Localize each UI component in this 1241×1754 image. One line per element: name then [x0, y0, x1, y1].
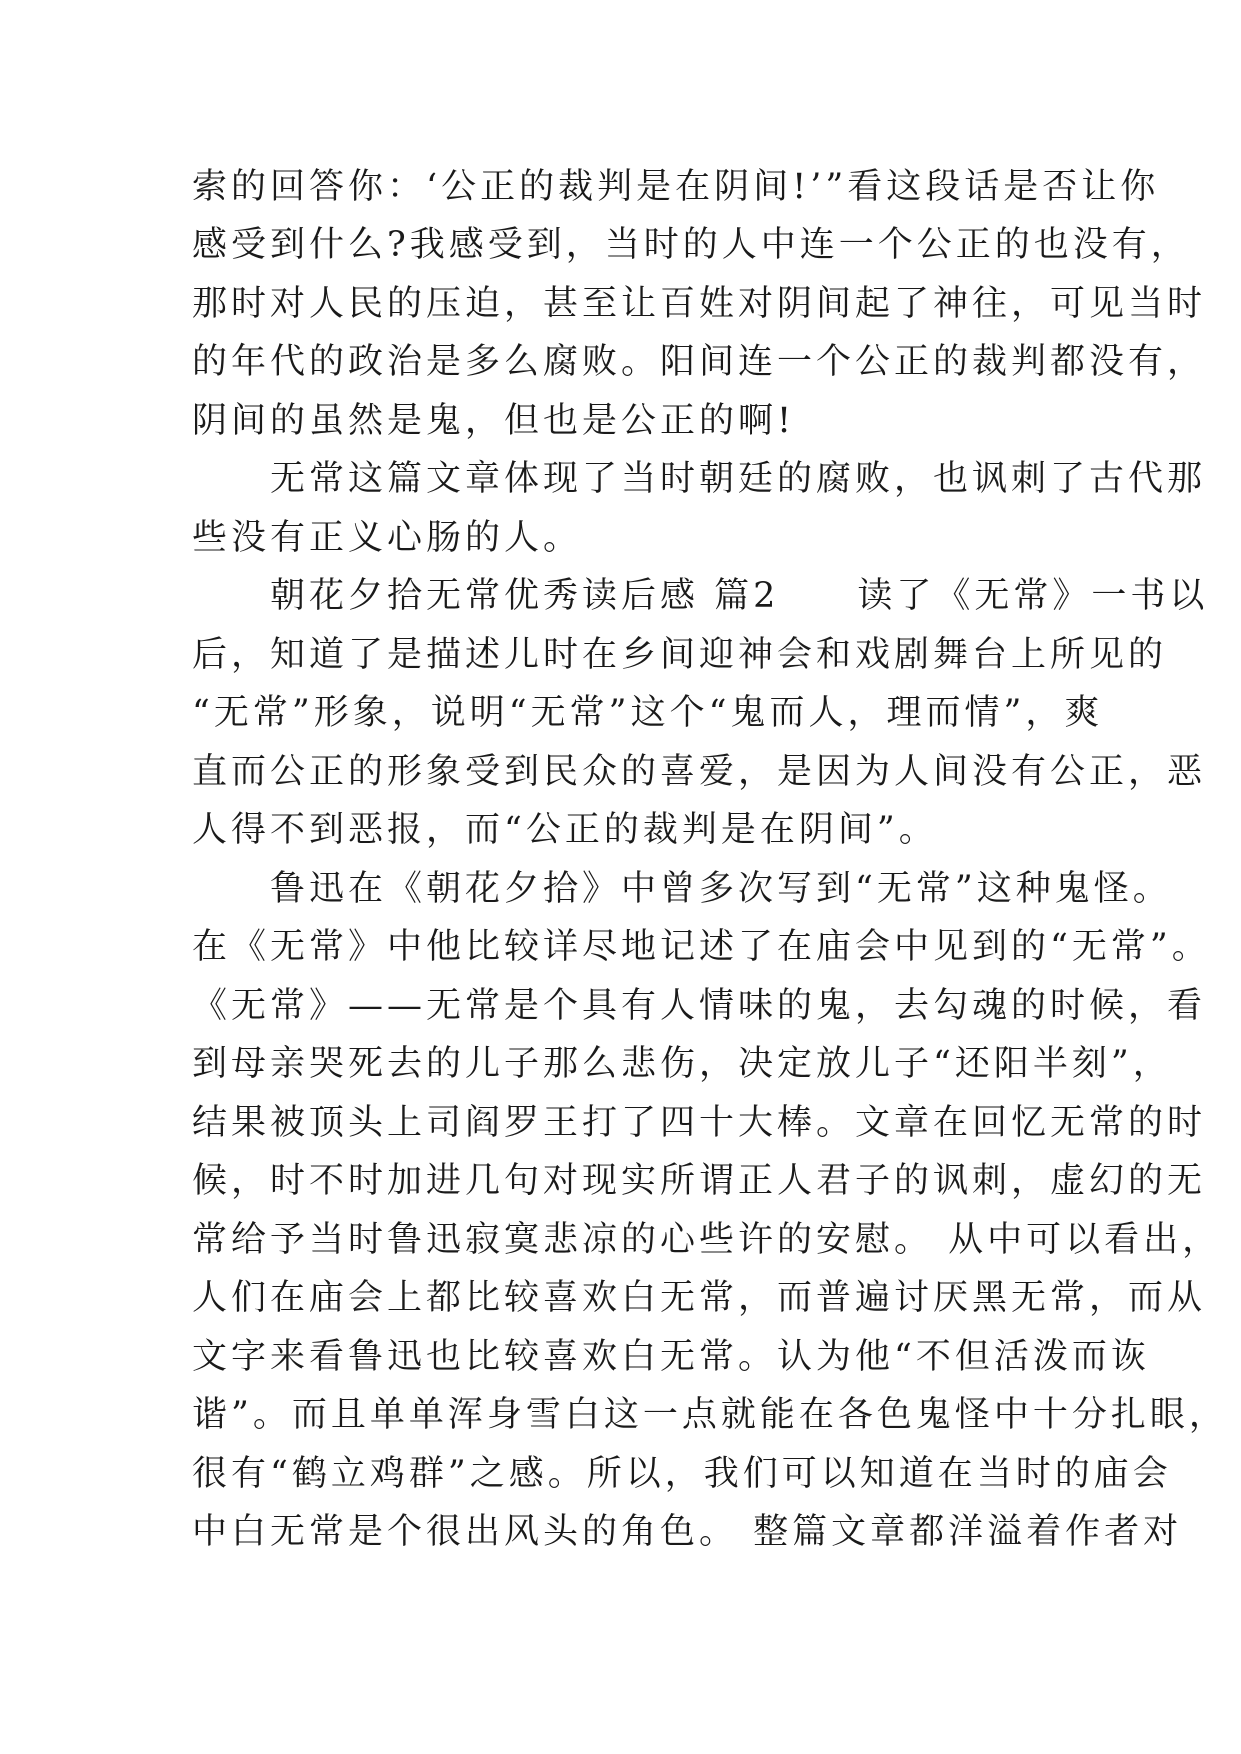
- text-line: 那时对人民的压迫，甚至让百姓对阴间起了神往，可见当时: [192, 284, 1207, 324]
- text-line: 结果被顶头上司阎罗王打了四十大棒。文章在回忆无常的时: [192, 1103, 1207, 1143]
- text-line: 常给予当时鲁迅寂寞悲凉的心些许的安慰。 从中可以看出，: [192, 1220, 1222, 1260]
- text-line: 阴间的虽然是鬼，但也是公正的啊!: [192, 401, 796, 441]
- text-line: 中白无常是个很出风头的角色。 整篇文章都洋溢着作者对: [192, 1512, 1183, 1552]
- text-line: 在《无常》中他比较详尽地记述了在庙会中见到的“无常”。: [192, 927, 1211, 967]
- text-line: 感受到什么?我感受到，当时的人中连一个公正的也没有，: [192, 225, 1190, 265]
- text-line: 无常这篇文章体现了当时朝廷的腐败，也讽刺了古代那: [192, 459, 1207, 499]
- text-line: 些没有正义心肠的人。: [192, 518, 583, 558]
- text-line: 索的回答你：‘公正的裁判是在阴间!’”看这段话是否让你: [192, 167, 1160, 207]
- text-line: 人得不到恶报，而“公正的裁判是在阴间”。: [192, 810, 938, 850]
- text-line: 的年代的政治是多么腐败。阳间连一个公正的裁判都没有，: [192, 342, 1207, 382]
- text-line: 候，时不时加进几句对现实所谓正人君子的讽刺，虚幻的无: [192, 1161, 1207, 1201]
- text-line: 人们在庙会上都比较喜欢白无常，而普遍讨厌黑无常，而从: [192, 1278, 1207, 1318]
- text-line: 《无常》——无常是个具有人情味的鬼，去勾魂的时候，看: [192, 986, 1207, 1026]
- text-line: 很有“鹤立鸡群”之感。所以，我们可以知道在当时的庙会: [192, 1454, 1172, 1494]
- text-line: 直而公正的形象受到民众的喜爱，是因为人间没有公正，恶: [192, 752, 1207, 792]
- text-line: 到母亲哭死去的儿子那么悲伤，决定放儿子“还阳半刻”，: [192, 1044, 1172, 1084]
- text-line: 鲁迅在《朝花夕拾》中曾多次写到“无常”这种鬼怪。: [192, 869, 1172, 909]
- text-line: 谐”。而且单单浑身雪白这一点就能在各色鬼怪中十分扎眼，: [192, 1395, 1228, 1435]
- section-heading-line: 朝花夕拾无常优秀读后感 篇2 读了《无常》一书以: [192, 576, 1209, 616]
- text-line: “无常”形象，说明“无常”这个“鬼而人，理而情”，爽: [192, 693, 1104, 733]
- text-line: 文字来看鲁迅也比较喜欢白无常。认为他“不但活泼而诙: [192, 1337, 1150, 1377]
- text-line: 后，知道了是描述儿时在乡间迎神会和戏剧舞台上所见的: [192, 635, 1168, 675]
